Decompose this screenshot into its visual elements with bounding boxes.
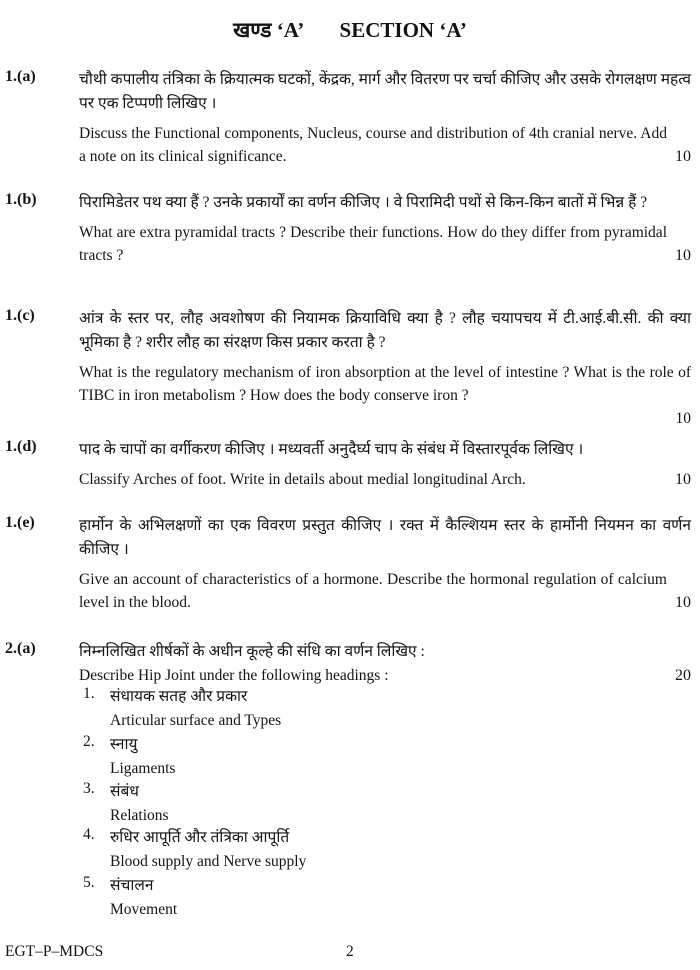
item-english: Blood supply and Nerve supply xyxy=(110,853,307,870)
item-hindi: संधायक सतह और प्रकार xyxy=(110,688,248,705)
marks: 10 xyxy=(675,247,691,264)
question-text-hindi: पिरामिडेतर पथ क्या हैं ? उनके प्रकार्यों का वर्णन कीजिए । वे पिरामिदी पथों से किन-किन बातों में भिन्न हैं ? xyxy=(79,194,648,211)
marks: 10 xyxy=(675,148,691,165)
paper-code: EGT–P–MDCS xyxy=(5,943,104,960)
question-1d xyxy=(0,438,700,491)
marks: 10 xyxy=(675,594,691,611)
question-text-english xyxy=(79,664,691,687)
question-text-hindi: चौथी कपालीय तंत्रिका के क्रियात्मक घटकों, केंद्रक, मार्ग और वितरण पर चर्चा कीजिए और उसके रोगलक्षण महत्व पर एक टिप्पणी लिखिए । xyxy=(79,71,691,112)
marks: 10 xyxy=(675,410,691,427)
question-number: 1.(a) xyxy=(5,68,36,85)
item-number: 5. xyxy=(83,874,95,891)
question-1a xyxy=(0,68,700,168)
question-1e xyxy=(0,514,700,614)
question-2a xyxy=(0,640,700,687)
item-number: 3. xyxy=(83,780,95,797)
section-heading xyxy=(0,16,700,44)
item-english: Ligaments xyxy=(110,760,176,777)
question-number: 2.(a) xyxy=(5,640,36,657)
question-text: Give an account of characteristics of a hormone. Describe the hormonal regulation of calcium level in the blood. xyxy=(79,571,667,611)
question-text-hindi: हार्मोन के अभिलक्षणों का एक विवरण प्रस्तुत कीजिए । रक्त में कैल्शियम स्तर के हार्मोनी नियमन का वर्णन कीजिए । xyxy=(79,517,691,558)
item-english: Relations xyxy=(110,807,169,824)
question-text: What are extra pyramidal tracts ? Describe their functions. How do they differ from pyramidal tracts ? xyxy=(79,224,667,264)
question-text-hindi: निम्नलिखित शीर्षकों के अधीन कूल्हे की संधि का वर्णन लिखिए : xyxy=(79,643,425,660)
item-number: 4. xyxy=(83,826,95,843)
question-text-english xyxy=(79,361,691,430)
question-1c xyxy=(0,307,700,430)
item-hindi: स्नायु xyxy=(110,736,138,753)
question-text-english xyxy=(79,468,691,491)
question-text: Discuss the Functional components, Nucleus, course and distribution of 4th cranial nerve. Add a note on its clinical significance. xyxy=(79,125,667,165)
question-text-english xyxy=(79,568,691,614)
question-number: 1.(d) xyxy=(5,438,37,455)
item-hindi: रुधिर आपूर्ति और तंत्रिका आपूर्ति xyxy=(110,829,290,846)
item-number: 2. xyxy=(83,733,95,750)
question-text: Classify Arches of foot. Write in details about medial longitudinal Arch. xyxy=(79,471,526,488)
question-number: 1.(b) xyxy=(5,191,37,208)
section-heading-hindi: खण्ड ‘A’ xyxy=(233,18,305,42)
item-number: 1. xyxy=(83,685,95,702)
question-text: Describe Hip Joint under the following headings : xyxy=(79,667,389,684)
question-text-english xyxy=(79,221,691,267)
question-text-hindi: पाद के चापों का वर्गीकरण कीजिए । मध्यवर्ती अनुदैर्घ्य चाप के संबंध में विस्तारपूर्वक लिखिए । xyxy=(79,441,584,458)
question-text-hindi: आंत्र के स्तर पर, लौह अवशोषण की नियामक क्रियाविधि क्या है ? लौह चयापचय में टी.आई.बी.सी. की क्या भूमिका है ? शरीर लौह का संरक्षण किस प्रकार करता है ? xyxy=(79,310,691,351)
question-text: What is the regulatory mechanism of iron absorption at the level of intestine ? What is the role of TIBC in iron metabolism ? How does the body conserve iron ? xyxy=(79,364,691,404)
marks: 10 xyxy=(675,471,691,488)
question-number: 1.(c) xyxy=(5,307,35,324)
item-hindi: संबंध xyxy=(110,783,139,800)
marks: 20 xyxy=(675,667,691,684)
page-number: 2 xyxy=(346,943,354,960)
item-english: Articular surface and Types xyxy=(110,712,282,729)
question-number: 1.(e) xyxy=(5,514,35,531)
item-english: Movement xyxy=(110,901,178,918)
section-heading-english: SECTION ‘A’ xyxy=(339,18,467,42)
item-hindi: संचालन xyxy=(110,877,154,894)
question-text-english xyxy=(79,122,691,168)
question-1b xyxy=(0,191,700,267)
